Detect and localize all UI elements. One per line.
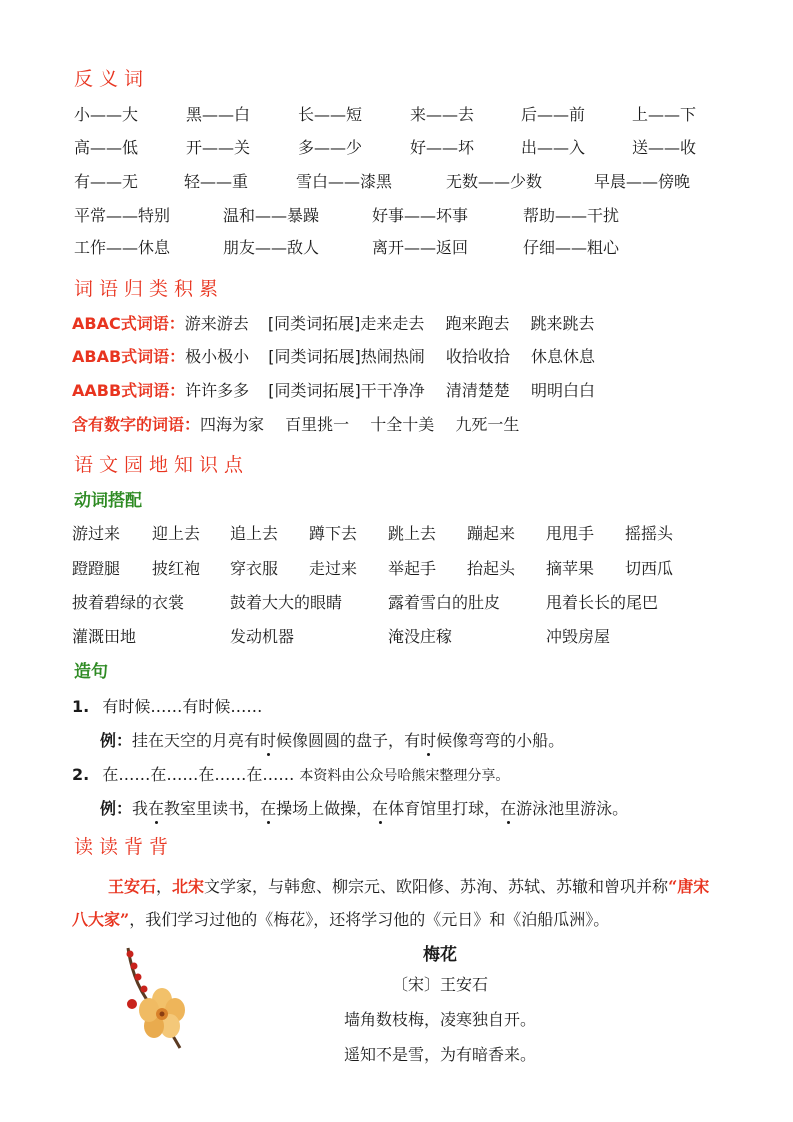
expand-bracket: [同类词拓展]	[268, 381, 361, 400]
example-text: 我	[132, 799, 149, 818]
example-text: 体育馆里打球，	[388, 799, 501, 818]
expand-word: 休息休息	[531, 347, 596, 366]
antonym-pair: 好事——坏事	[372, 206, 469, 225]
knowledge-heading: 语文园地知识点	[74, 454, 250, 476]
example-text: 像弯弯的小船。	[452, 731, 565, 750]
abab-line	[72, 344, 595, 367]
antonym-pair: 轻——重	[184, 172, 249, 191]
source-note: 本资料由公众号哈熊宋整理分享。	[299, 768, 510, 784]
aabb-label: AABB式词语：	[72, 381, 186, 400]
antonym-pair: 来——去	[410, 105, 475, 124]
antonym-pair: 小——大	[74, 105, 139, 124]
number-words-line	[72, 412, 519, 435]
abac-label: ABAC式词语：	[72, 314, 185, 333]
antonyms-heading: 反义词	[74, 68, 150, 90]
author-name: 王安石	[108, 877, 157, 896]
verb-phrase: 举起手	[388, 559, 437, 578]
verb-phrase: 甩甩手	[546, 524, 595, 543]
verb-phrase: 蹲下去	[309, 524, 358, 543]
abab-label: ABAB式词语：	[72, 347, 186, 366]
intro-text: ，	[156, 877, 173, 896]
verb-phrase: 冲毁房屋	[546, 627, 611, 646]
example-label: 例：	[100, 731, 133, 750]
aabb-line	[72, 378, 595, 401]
sentence-1-example	[100, 728, 564, 751]
expand-bracket: [同类词拓展]	[267, 314, 361, 333]
verb-phrase: 披着碧绿的衣裳	[72, 593, 185, 612]
classification-heading: 词语归类积累	[74, 278, 225, 300]
antonym-pair: 后——前	[521, 105, 586, 124]
antonym-pair: 出——入	[521, 138, 586, 157]
number-words-label: 含有数字的词语：	[72, 415, 201, 434]
verb-collocation-heading: 动词搭配	[74, 491, 142, 511]
number-word: 百里挑一	[285, 415, 350, 434]
expand-word: 跑来跑去	[445, 314, 510, 333]
antonym-pair: 温和——暴躁	[223, 206, 320, 225]
highlight-term: “唐	[668, 877, 694, 896]
antonym-pair: 朋友——敌人	[223, 238, 320, 257]
verb-phrase: 穿衣服	[230, 559, 279, 578]
antonym-pair: 有——无	[74, 172, 139, 191]
antonym-row	[0, 102, 793, 126]
poem-title	[240, 940, 640, 965]
sentence-2	[72, 762, 509, 785]
aabb-example: 许许多多	[185, 381, 250, 400]
emphasis-word: 有时候	[404, 728, 452, 751]
antonym-row	[0, 203, 793, 227]
verb-phrase: 走过来	[309, 559, 358, 578]
antonym-pair: 仔细——粗心	[523, 238, 620, 257]
plum-blossom-icon	[118, 944, 198, 1054]
sentence-2-example	[100, 796, 628, 819]
antonym-pair: 早晨——傍晚	[594, 172, 691, 191]
intro-text: ，我们学习过他的《梅花》，还将学习他的《元日》和《泊船瓜洲》。	[129, 910, 610, 929]
number-word: 四海为家	[200, 415, 265, 434]
antonym-row	[0, 169, 793, 193]
poem-author: 〔宋〕王安石	[391, 975, 488, 994]
expand-word: 跳来跳去	[530, 314, 595, 333]
verb-phrase: 迎上去	[152, 524, 201, 543]
verb-phrase: 鼓着大大的眼睛	[230, 593, 343, 612]
emphasis-word: 在	[500, 796, 516, 819]
intro-text: 文学家，与韩愈、柳宗元、欧阳修、苏洵、苏轼、苏辙和曾巩并称	[204, 877, 669, 896]
sentence-pattern: 有时候……有时候……	[102, 697, 263, 716]
dynasty: 北宋	[172, 877, 205, 896]
example-text: 游泳池里游泳。	[516, 799, 629, 818]
antonym-pair: 帮助——干扰	[523, 206, 620, 225]
sentence-heading: 造句	[74, 662, 108, 682]
reading-heading: 读读背背	[74, 836, 175, 858]
emphasis-word: 在	[372, 796, 388, 819]
example-text: 操场上做操，	[276, 799, 373, 818]
antonym-pair: 黑——白	[186, 105, 251, 124]
verb-phrase: 游过来	[72, 524, 121, 543]
sentence-number: 2.	[72, 765, 90, 784]
antonym-row	[0, 235, 793, 259]
verb-phrase: 灌溉田地	[72, 627, 137, 646]
sentence-number: 1.	[72, 697, 90, 716]
antonym-pair: 好——坏	[410, 138, 475, 157]
verb-phrase: 蹦起来	[467, 524, 516, 543]
antonym-pair: 多——少	[298, 138, 363, 157]
example-text: 教室里读书，	[164, 799, 261, 818]
antonym-row	[0, 135, 793, 159]
expand-word: 收拾收拾	[445, 347, 510, 366]
verb-phrase: 摘苹果	[546, 559, 595, 578]
emphasis-word: 在	[148, 796, 164, 819]
antonym-pair: 离开——返回	[372, 238, 469, 257]
antonym-pair: 工作——休息	[74, 238, 171, 257]
sentence-pattern: 在……在……在……在……	[102, 765, 295, 784]
example-text: 挂在天空的月亮	[132, 731, 245, 750]
verb-phrase: 抬起头	[467, 559, 516, 578]
number-word: 九死一生	[455, 415, 520, 434]
verb-phrase: 蹬蹬腿	[72, 559, 121, 578]
verb-row	[0, 556, 793, 580]
verb-phrase: 淹没庄稼	[388, 627, 453, 646]
highlight-term: 宋八大家”	[72, 877, 710, 929]
emphasis-word: 在	[260, 796, 276, 819]
poem-line: 遥知不是雪，为有暗香来。	[343, 1045, 536, 1064]
verb-phrase: 切西瓜	[625, 559, 674, 578]
antonym-pair: 开——关	[186, 138, 251, 157]
verb-row	[0, 521, 793, 545]
verb-phrase: 发动机器	[230, 627, 295, 646]
antonym-pair: 上——下	[632, 105, 697, 124]
poem-line: 墙角数枝梅，凌寒独自开。	[343, 1010, 536, 1029]
antonym-pair: 长——短	[298, 105, 363, 124]
number-word: 十全十美	[370, 415, 435, 434]
example-label: 例：	[100, 799, 133, 818]
abac-line	[72, 311, 595, 334]
author-intro	[72, 870, 722, 936]
antonym-pair: 平常——特别	[74, 206, 171, 225]
expand-word: 热闹热闹	[360, 347, 425, 366]
verb-phrase: 披红袍	[152, 559, 201, 578]
antonym-pair: 送——收	[632, 138, 697, 157]
expand-bracket: [同类词拓展]	[268, 347, 361, 366]
poem-title-text: 梅花	[423, 945, 457, 965]
antonym-pair: 高——低	[74, 138, 139, 157]
expand-word: 清清楚楚	[445, 381, 510, 400]
emphasis-word: 有时候	[244, 728, 292, 751]
abab-example: 极小极小	[185, 347, 250, 366]
example-text: 像圆圆的盘子，	[292, 731, 405, 750]
abac-example: 游来游去	[184, 314, 249, 333]
verb-row	[0, 590, 793, 614]
verb-phrase: 摇摇头	[625, 524, 674, 543]
verb-phrase: 甩着长长的尾巴	[546, 593, 659, 612]
antonym-pair: 无数——少数	[446, 172, 543, 191]
expand-word: 明明白白	[531, 381, 596, 400]
verb-phrase: 露着雪白的肚皮	[388, 593, 501, 612]
sentence-1	[72, 694, 262, 717]
antonym-pair: 雪白——漆黑	[296, 172, 393, 191]
verb-phrase: 跳上去	[388, 524, 437, 543]
verb-phrase: 追上去	[230, 524, 279, 543]
expand-word: 干干净净	[360, 381, 425, 400]
verb-row	[0, 624, 793, 648]
expand-word: 走来走去	[360, 314, 425, 333]
